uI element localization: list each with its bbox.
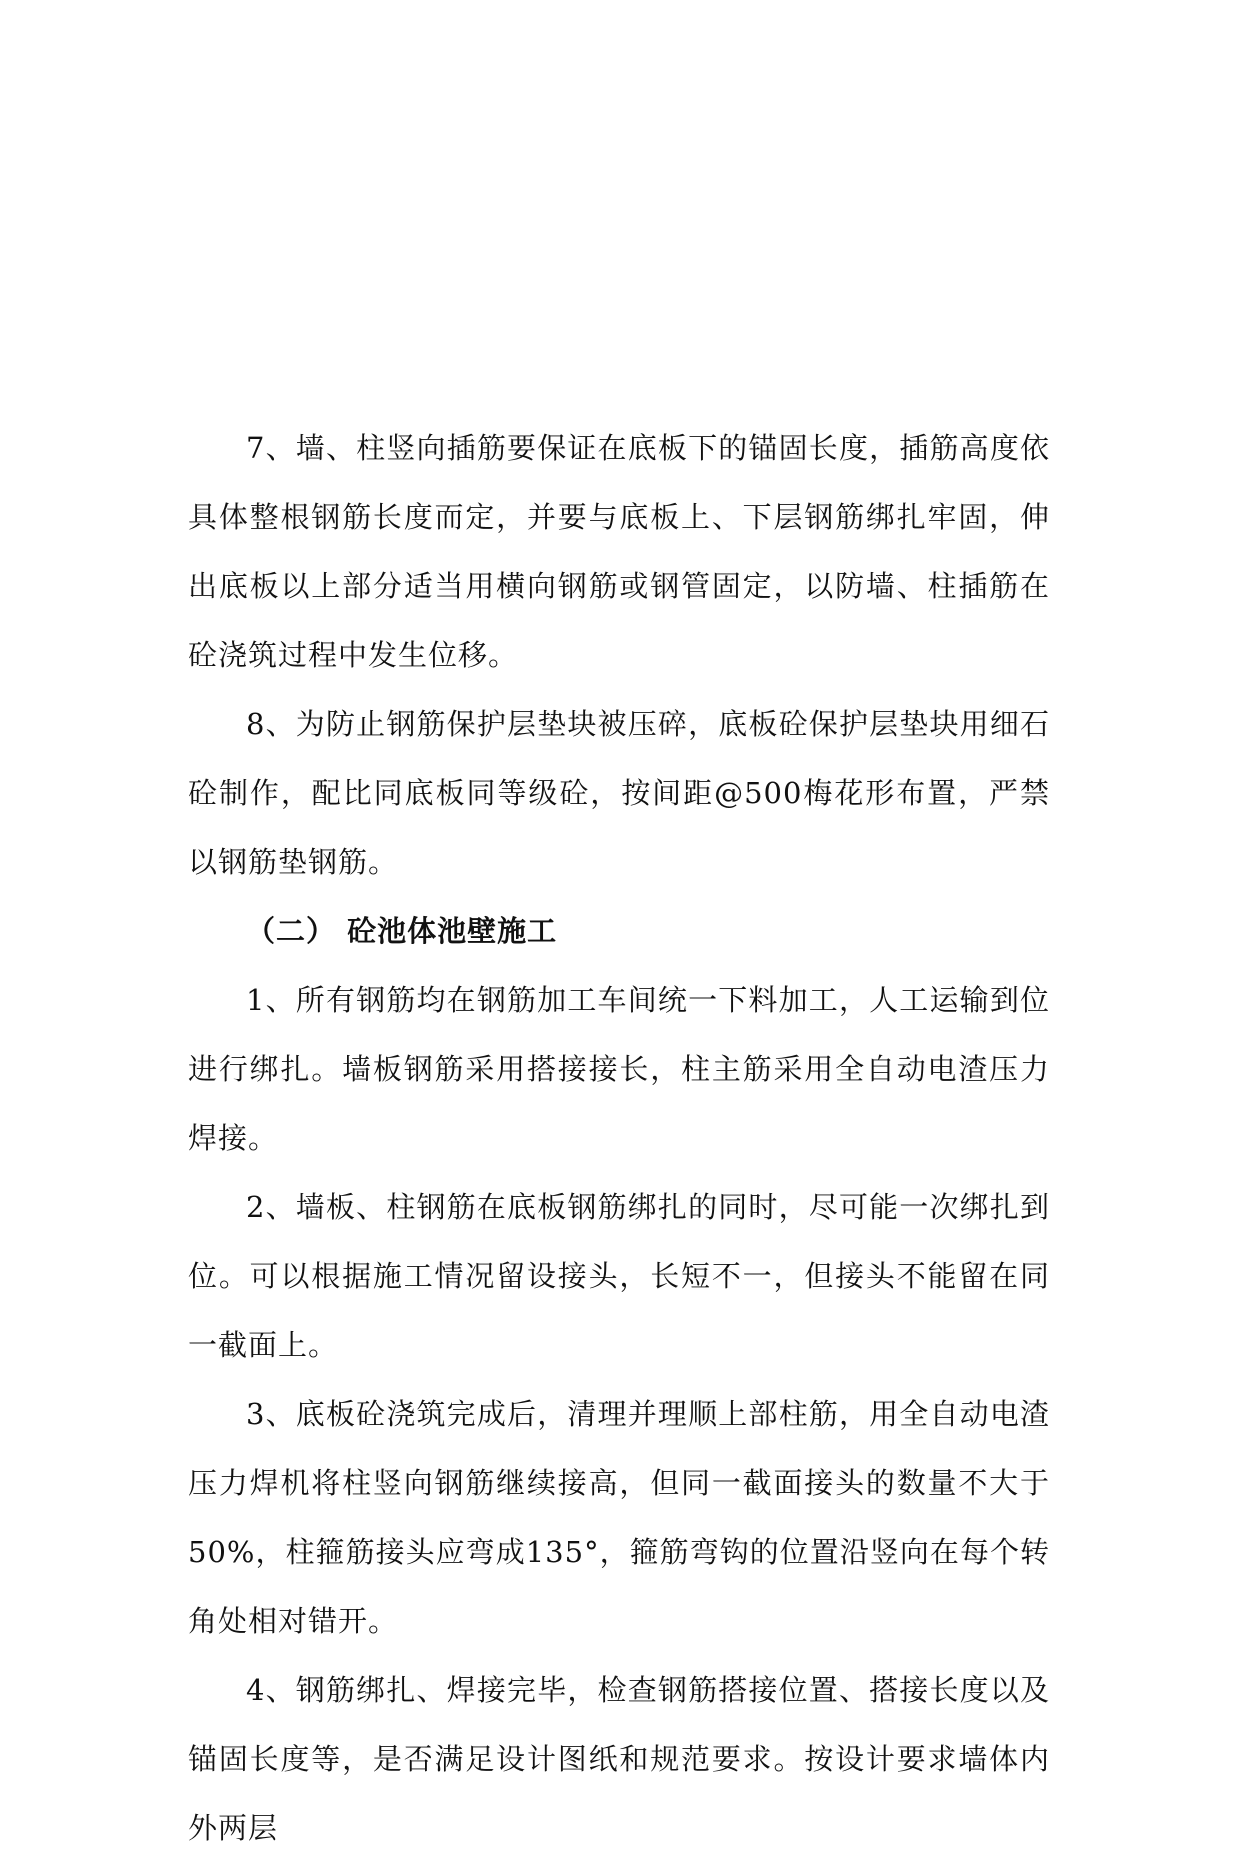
section-paragraph-4: 4、钢筋绑扎、焊接完毕，检查钢筋搭接位置、搭接长度以及锚固长度等，是否满足设计图纸和规范要求。按设计要求墙体内外两层 bbox=[188, 1673, 1050, 1845]
section-paragraph-2: 2、墙板、柱钢筋在底板钢筋绑扎的同时，尽可能一次绑扎到位。可以根据施工情况留设接头，长短不一，但接头不能留在同一截面上。 bbox=[188, 1190, 1050, 1362]
section-heading: （二） 砼池体池壁施工 bbox=[246, 914, 558, 948]
paragraph-8-cover-spacer-blocks: 8、为防止钢筋保护层垫块被压碎，底板砼保护层垫块用细石砼制作，配比同底板同等级砼，按间距@500梅花形布置，严禁以钢筋垫钢筋。 bbox=[188, 707, 1050, 879]
section-paragraph-3: 3、底板砼浇筑完成后，清理并理顺上部柱筋，用全自动电渣压力焊机将柱竖向钢筋继续接高，但同一截面接头的数量不大于50%，柱箍筋接头应弯成135°，箍筋弯钩的位置沿竖向在每个转角处相对错开。 bbox=[188, 1397, 1050, 1638]
paragraph-7-wall-column-dowels: 7、墙、柱竖向插筋要保证在底板下的锚固长度，插筋高度依具体整根钢筋长度而定，并要与底板上、下层钢筋绑扎牢固，伸出底板以上部分适当用横向钢筋或钢管固定，以防墙、柱插筋在砼浇筑过程中发生位移。 bbox=[188, 431, 1050, 672]
section-paragraph-1: 1、所有钢筋均在钢筋加工车间统一下料加工，人工运输到位进行绑扎。墙板钢筋采用搭接接长，柱主筋采用全自动电渣压力焊接。 bbox=[188, 983, 1050, 1155]
document-body bbox=[188, 414, 1050, 1863]
